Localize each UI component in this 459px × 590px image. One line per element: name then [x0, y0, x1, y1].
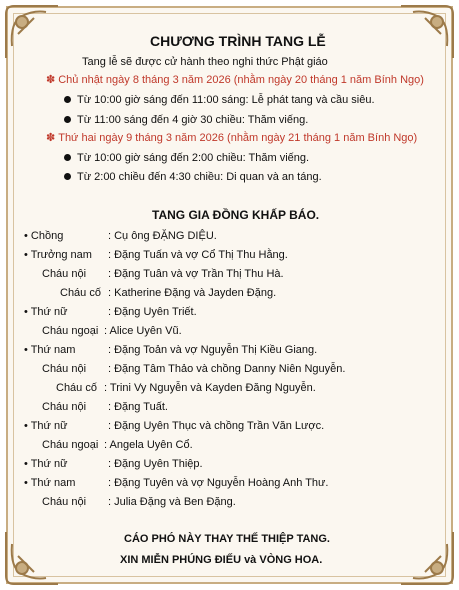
relation-value: : Alice Uyên Vũ.: [104, 325, 182, 337]
relation-value: : Katherine Đặng và Jayden Đặng.: [108, 287, 277, 299]
relation-value: : Đặng Uyên Triết.: [108, 306, 197, 318]
flower-bullet-icon: ✽: [46, 132, 56, 144]
relation-label: Cháu nội: [42, 363, 87, 375]
page-title: CHƯƠNG TRÌNH TANG LỄ: [150, 33, 326, 49]
relation-value: : Trini Vy Nguyễn và Kayden Đăng Nguyễn.: [104, 382, 316, 394]
intro-text: Tang lễ sẽ được cử hành theo nghi thức Phật giáo: [82, 56, 328, 68]
relation-label: • Thứ nữ: [24, 306, 68, 318]
day1-heading: [46, 73, 424, 87]
schedule-item-text: Từ 2:00 chiều đến 4:30 chiều: Di quan và an táng.: [77, 171, 322, 183]
relation-label: • Chồng: [24, 230, 64, 242]
relation-value: : Đặng Toản và vợ Nguyễn Thị Kiều Giang.: [108, 344, 318, 356]
relation-value: : Julia Đặng và Ben Đặng.: [108, 496, 236, 508]
closing-line: CÁO PHÓ NÀY THAY THẾ THIỆP TANG.: [124, 533, 330, 545]
relation-label: Cháu nội: [42, 496, 87, 508]
day1-heading-text: Chủ nhật ngày 8 tháng 3 năm 2026 (nhằm ngày 20 tháng 1 năm Bính Ngọ): [58, 74, 424, 86]
relation-label: Cháu cố: [56, 382, 97, 394]
schedule-item-text: Từ 11:00 sáng đến 4 giờ 30 chiều: Thăm viếng.: [77, 114, 309, 126]
schedule-item: [64, 113, 308, 127]
relation-value: : Cụ ông ĐẶNG DIỆU.: [108, 230, 217, 242]
schedule-item: [64, 170, 322, 184]
relation-label: • Thứ nam: [24, 477, 76, 489]
family-heading: TANG GIA ĐỒNG KHẤP BÁO.: [152, 208, 320, 222]
day2-heading-text: Thứ hai ngày 9 tháng 3 năm 2026 (nhằm ngày 21 tháng 1 năm Bính Ngọ): [58, 132, 418, 144]
relation-label: • Thứ nữ: [24, 420, 68, 432]
relation-label: • Thứ nam: [24, 344, 76, 356]
corner-ornament-icon: [0, 526, 64, 590]
relation-label: Cháu ngoại: [42, 439, 99, 451]
closing-line: XIN MIỄN PHÚNG ĐIẾU và VÒNG HOA.: [120, 554, 323, 566]
relation-label: Cháu nội: [42, 401, 87, 413]
relation-value: : Đặng Tuất.: [108, 401, 168, 413]
relation-value: : Đặng Tuân và vợ Trần Thị Thu Hà.: [108, 268, 284, 280]
schedule-item-text: Từ 10:00 giờ sáng đến 2:00 chiều: Thăm viếng.: [77, 152, 310, 164]
schedule-item-text: Từ 10:00 giờ sáng đến 11:00 sáng: Lễ phát tang và cầu siêu.: [77, 94, 375, 106]
relation-label: Cháu cố: [60, 287, 101, 299]
flower-bullet-icon: ✽: [46, 74, 56, 86]
schedule-item: [64, 151, 309, 165]
relation-value: : Angela Uyên Cổ.: [104, 439, 193, 451]
relation-value: : Đặng Uyên Thiệp.: [108, 458, 203, 470]
relation-label: Cháu nội: [42, 268, 87, 280]
day2-heading: [46, 131, 417, 145]
round-bullet-icon: [64, 116, 71, 123]
relation-label: • Trưởng nam: [24, 249, 92, 261]
schedule-item: [64, 93, 375, 107]
round-bullet-icon: [64, 96, 71, 103]
round-bullet-icon: [64, 154, 71, 161]
relation-value: : Đặng Tâm Thảo và chồng Danny Niên Nguyễn.: [108, 363, 346, 375]
relation-value: : Đặng Uyên Thục và chồng Trần Văn Lược.: [108, 420, 325, 432]
relation-value: : Đặng Tuyên và vợ Nguyễn Hoàng Anh Thư.: [108, 477, 329, 489]
relation-value: : Đặng Tuấn và vợ Cổ Thị Thu Hằng.: [108, 249, 288, 261]
corner-ornament-icon: [0, 0, 64, 64]
corner-ornament-icon: [395, 0, 459, 64]
relation-label: Cháu ngoại: [42, 325, 99, 337]
relation-label: • Thứ nữ: [24, 458, 68, 470]
round-bullet-icon: [64, 173, 71, 180]
corner-ornament-icon: [395, 526, 459, 590]
